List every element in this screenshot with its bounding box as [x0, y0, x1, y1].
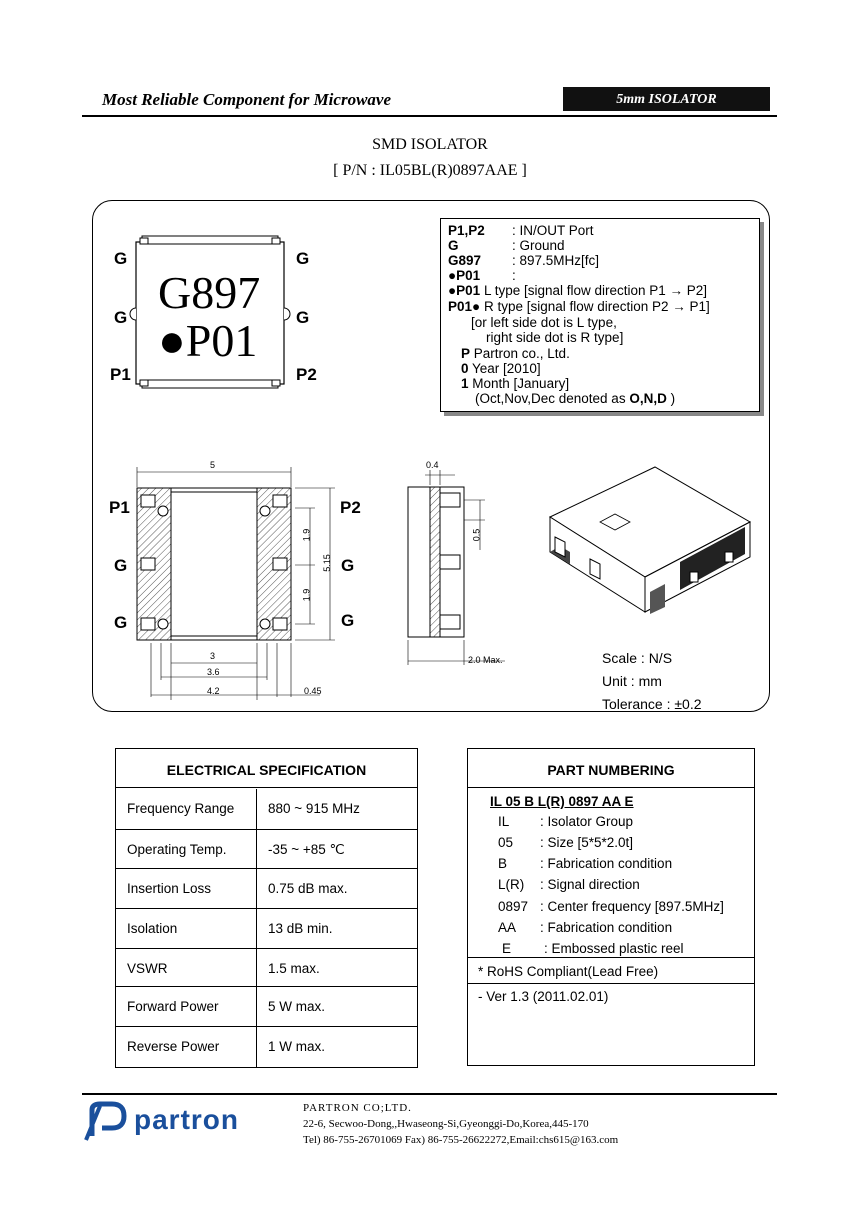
footprint-pin-g-right-mid: G — [341, 556, 355, 575]
table-row: Forward Power 5 W max. — [116, 986, 417, 1027]
marking-lot-code: ●P01 — [158, 315, 258, 366]
pin-label-g-right-top: G — [296, 249, 310, 268]
list-item: 05 : Size [5*5*2.0t] — [498, 835, 634, 850]
dim-3: 3 — [210, 651, 216, 661]
company-contact: Tel) 86-755-26701069 Fax) 86-755-26622272,Email:chs615@163.com — [303, 1134, 619, 1146]
dim-height-5-15: 5.15 — [321, 554, 332, 572]
list-item: 0897 : Center frequency [897.5MHz] — [498, 899, 724, 914]
dim-3-6: 3.6 — [207, 667, 220, 677]
table-row: VSWR 1.5 max. — [116, 948, 417, 987]
legend-row: (Oct,Nov,Dec denoted as O,N,D ) — [475, 391, 676, 406]
dim-0-45: 0.45 — [304, 686, 322, 696]
footprint-pin-g-right-bottom: G — [341, 611, 355, 630]
list-item: E : Embossed plastic reel — [502, 941, 684, 956]
table-row: Insertion Loss 0.75 dB max. — [116, 868, 417, 909]
partron-logo-text: partron — [134, 1104, 239, 1135]
legend-row: [or left side dot is L type, — [471, 315, 617, 330]
electrical-spec-title: ELECTRICAL SPECIFICATION — [116, 749, 417, 788]
pin-label-p1: P1 — [110, 365, 131, 384]
legend-row: 0 Year [2010] — [461, 361, 541, 376]
list-item: AA : Fabrication condition — [498, 920, 673, 935]
footprint-pin-g-left-mid: G — [114, 556, 128, 575]
dim-pitch-1-9-bottom: 1.9 — [301, 588, 312, 602]
legend-row: G : Ground — [448, 238, 565, 253]
doc-title: SMD ISOLATOR — [372, 136, 488, 153]
dim-2-0-max: 2.0 Max. — [468, 655, 503, 665]
legend-row: P Partron co., Ltd. — [461, 346, 570, 361]
company-name: PARTRON CO;LTD. — [303, 1102, 412, 1114]
part-number-code: IL 05 B L(R) 0897 AA E — [490, 794, 634, 809]
table-row: Operating Temp. -35 ~ +85 ℃ — [116, 829, 417, 869]
part-numbering-table — [467, 748, 755, 1066]
marking-frequency-code: G897 — [158, 267, 261, 318]
footprint-pin-p1: P1 — [109, 498, 130, 517]
part-numbering-title: PART NUMBERING — [468, 749, 754, 788]
list-item: L(R) : Signal direction — [498, 877, 640, 892]
legend-row: P01● R type [signal flow direction P2 → P1] — [448, 299, 710, 314]
legend-row: right side dot is R type] — [486, 330, 624, 345]
header-tagline: Most Reliable Component for Microwave — [102, 90, 391, 109]
footprint-drawing — [125, 455, 355, 705]
divider — [468, 983, 754, 984]
pin-label-g-left-top: G — [114, 249, 128, 268]
legend-row: 1 Month [January] — [461, 376, 570, 391]
dim-0-4: 0.4 — [426, 460, 439, 470]
legend-row: G897 : 897.5MHz[fc] — [448, 253, 600, 268]
footprint-pin-p2: P2 — [340, 498, 361, 517]
tolerance-note: Tolerance : ±0.2 — [602, 696, 702, 712]
part-number-title: [ P/N : IL05BL(R)0897AAE ] — [333, 162, 527, 179]
table-row: Reverse Power 1 W max. — [116, 1026, 417, 1067]
footer-rule — [82, 1093, 777, 1095]
header-category-badge: 5mm ISOLATOR — [563, 87, 770, 111]
header-rule — [82, 115, 777, 117]
unit-note: Unit : mm — [602, 673, 662, 689]
partron-logo-icon — [82, 1100, 130, 1142]
pin-label-g-left-mid: G — [114, 308, 128, 327]
scale-note: Scale : N/S — [602, 650, 673, 666]
dim-0-5: 0.5 — [471, 528, 482, 542]
dim-width-5: 5 — [210, 460, 216, 470]
divider — [468, 957, 754, 958]
footprint-pin-g-left-bottom: G — [114, 613, 128, 632]
dim-4-2: 4.2 — [207, 686, 220, 696]
company-address: 22-6, Secwoo-Dong,,Hwaseong-Si,Gyeonggi-Do,Korea,445-170 — [303, 1118, 589, 1130]
dim-pitch-1-9-top: 1.9 — [301, 528, 312, 542]
legend-row: P1,P2 : IN/OUT Port — [448, 223, 594, 238]
pin-label-p2: P2 — [296, 365, 317, 384]
marking-legend — [440, 218, 760, 412]
table-row: Frequency Range 880 ~ 915 MHz — [127, 801, 360, 816]
side-view-drawing — [400, 465, 510, 670]
electrical-spec-table — [115, 748, 418, 1068]
legend-row: ●P01 L type [signal flow direction P1 → P2] — [448, 283, 708, 298]
isometric-view-drawing — [540, 462, 765, 632]
version-note: - Ver 1.3 (2011.02.01) — [478, 989, 609, 1004]
rohs-note: * RoHS Compliant(Lead Free) — [478, 964, 659, 979]
legend-row: ●P01 : — [448, 268, 516, 283]
table-row: Isolation 13 dB min. — [116, 908, 417, 949]
list-item: IL : Isolator Group — [498, 814, 634, 829]
list-item: B : Fabrication condition — [498, 856, 673, 871]
pin-label-g-right-mid: G — [296, 308, 310, 327]
